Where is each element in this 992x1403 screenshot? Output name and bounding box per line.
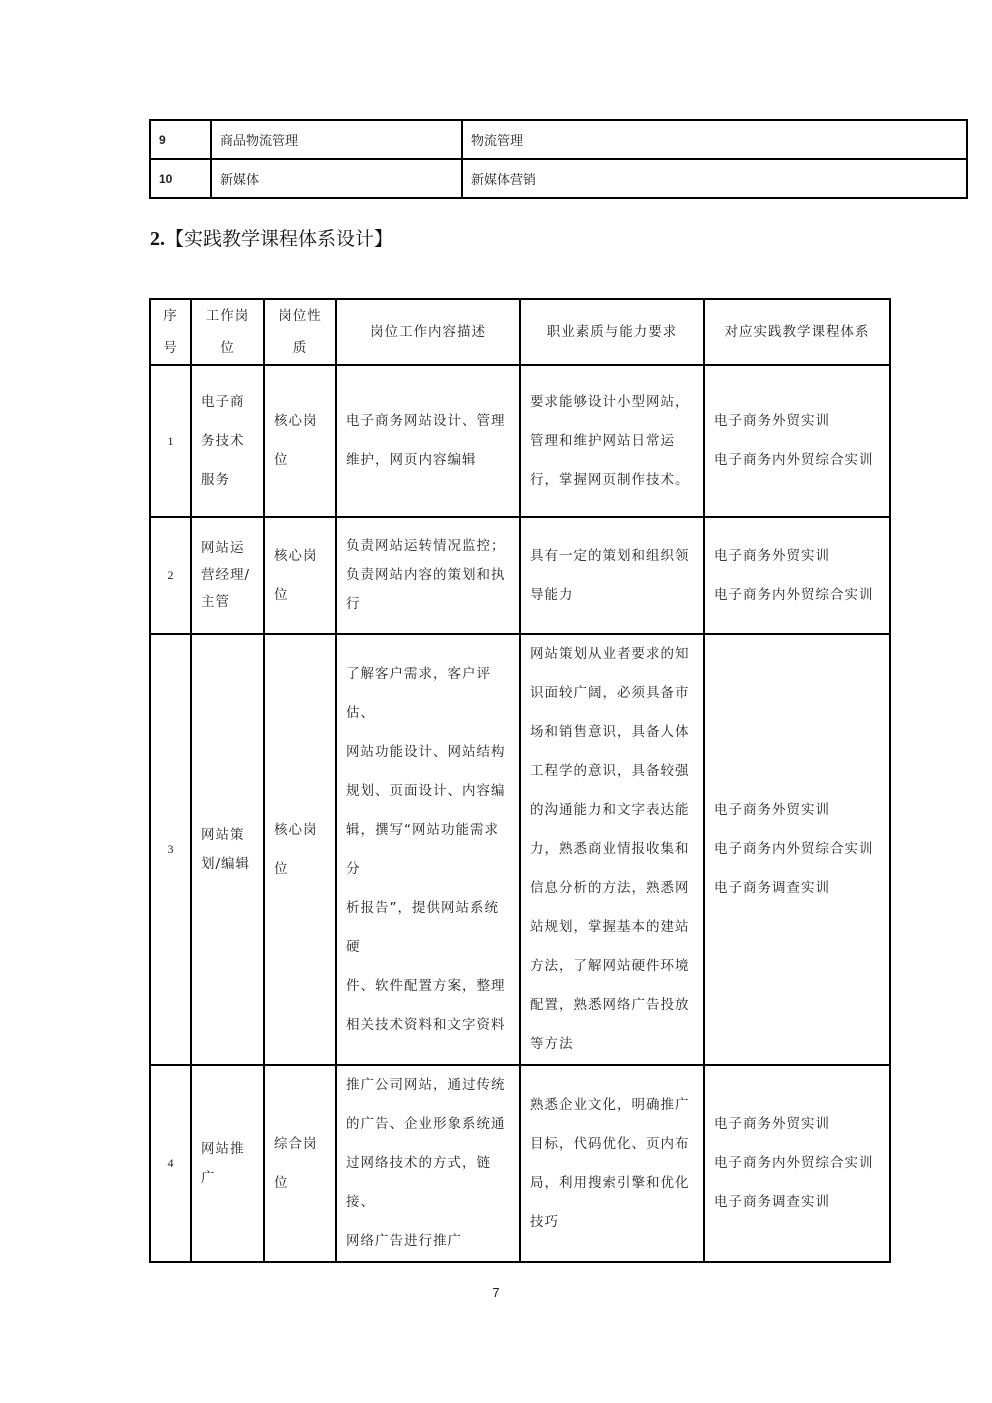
description-cell: 推广公司网站，通过传统 的广告、企业形象系统通 过网络技术的方式，链接、 网络广告进行推广 (336, 1065, 520, 1262)
nature-cell: 核心岗 位 (264, 517, 336, 634)
section-heading (150, 224, 393, 251)
header-position: 工作岗 位 (191, 299, 264, 365)
description-cell: 负责网站运转情况监控； 负责网站内容的策划和执 行 (336, 517, 520, 634)
requirements-cell: 要求能够设计小型网站， 管理和维护网站日常运 行，掌握网页制作技术。 (520, 365, 704, 517)
nature-cell: 核心岗 位 (264, 365, 336, 517)
related-course: 物流管理 (462, 120, 967, 159)
position-cell: 网站推 广 (191, 1065, 264, 1262)
course-name: 商品物流管理 (211, 120, 462, 159)
header-index: 序 号 (150, 299, 191, 365)
practice-course-table (149, 298, 891, 1263)
courses-cell: 电子商务外贸实训 电子商务内外贸综合实训 (704, 365, 890, 517)
requirements-cell: 网站策划从业者要求的知 识面较广阔，必须具备市 场和销售意识，具备人体 工程学的意识，具备较强 的沟通能力和文字表达能 力，熟悉商业情报收集和 信息分析的方法，熟悉网 站规划，掌握基本的建站 方法，了解网站硬件环境 配置，熟悉网络广告投放 等方法 (520, 634, 704, 1065)
table-header-row (150, 299, 890, 365)
position-cell: 网站策 划/编辑 (191, 634, 264, 1065)
table-row (150, 365, 890, 517)
row-number: 9 (150, 120, 211, 159)
row-index: 3 (150, 634, 191, 1065)
description-cell: 电子商务网站设计、管理 维护，网页内容编辑 (336, 365, 520, 517)
table-row (150, 1065, 890, 1262)
position-cell: 电子商 务技术 服务 (191, 365, 264, 517)
description-cell: 了解客户需求，客户评估、 网站功能设计、网站结构 规划、页面设计、内容编 辑，撰写“网站功能需求分 析报告”，提供网站系统硬 件、软件配置方案，整理 相关技术资料和文字资料 (336, 634, 520, 1065)
table-row (150, 517, 890, 634)
nature-cell: 核心岗 位 (264, 634, 336, 1065)
section-title: 【实践教学课程体系设计】 (165, 228, 394, 250)
courses-cell: 电子商务外贸实训 电子商务内外贸综合实训 电子商务调查实训 (704, 634, 890, 1065)
table-row (150, 120, 967, 159)
section-number: 2. (150, 228, 165, 250)
continuation-table (149, 119, 968, 199)
row-number: 10 (150, 159, 211, 198)
requirements-cell: 具有一定的策划和组织领 导能力 (520, 517, 704, 634)
nature-cell: 综合岗 位 (264, 1065, 336, 1262)
requirements-cell: 熟悉企业文化，明确推广 目标，代码优化、页内布 局，利用搜索引擎和优化 技巧 (520, 1065, 704, 1262)
header-requirements: 职业素质与能力要求 (520, 299, 704, 365)
courses-cell: 电子商务外贸实训 电子商务内外贸综合实训 电子商务调查实训 (704, 1065, 890, 1262)
row-index: 1 (150, 365, 191, 517)
table-row (150, 634, 890, 1065)
header-description: 岗位工作内容描述 (336, 299, 520, 365)
courses-cell: 电子商务外贸实训 电子商务内外贸综合实训 (704, 517, 890, 634)
related-course: 新媒体营销 (462, 159, 967, 198)
page-number: 7 (492, 1285, 500, 1300)
table-row (150, 159, 967, 198)
header-courses: 对应实践教学课程体系 (704, 299, 890, 365)
row-index: 2 (150, 517, 191, 634)
course-name: 新媒体 (211, 159, 462, 198)
header-nature: 岗位性 质 (264, 299, 336, 365)
row-index: 4 (150, 1065, 191, 1262)
position-cell: 网站运 营经理/ 主管 (191, 517, 264, 634)
